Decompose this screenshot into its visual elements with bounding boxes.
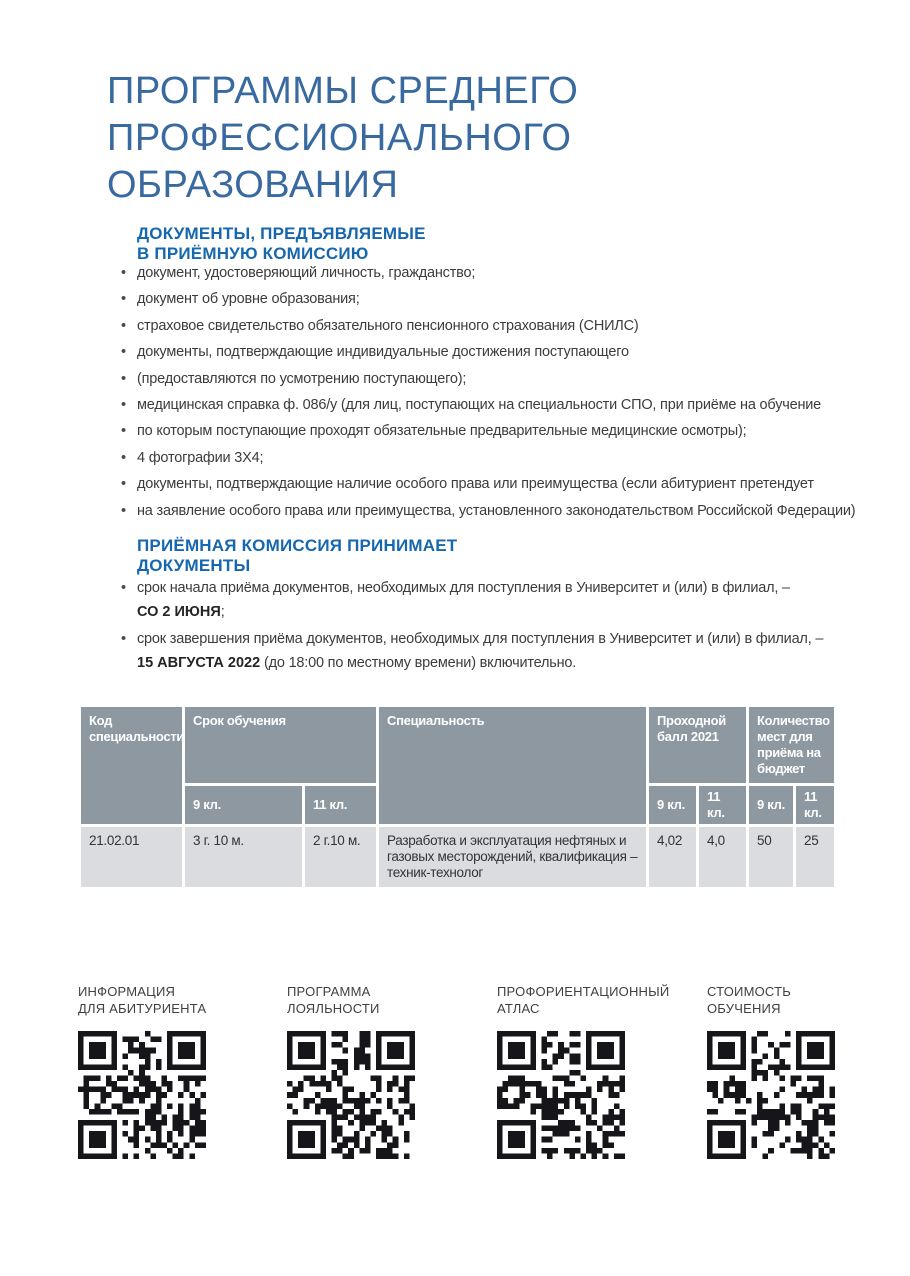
bullet-item [121,627,823,675]
bullet-item: • документ, удостоверяющий личность, гражданство; [121,264,855,282]
bullet-item: • (предоставляются по усмотрению поступающего); [121,370,855,388]
col-header-specialty: Специальность [378,706,648,826]
section-heading-documents [137,224,426,264]
col-header-passing-score: Проходной балл 2021 [648,706,748,785]
sub-header-grade9: 9 кл. [184,785,304,826]
page-title-line: ОБРАЗОВАНИЯ [107,164,399,206]
qr-label-line: ПРОГРАММА [287,984,371,999]
qr-label-line: ДЛЯ АБИТУРИЕНТА [78,1000,207,1016]
bullet-bold-date: 15 АВГУСТА 2022 [137,655,261,671]
bullet-item: • по которым поступающие проходят обязательные предварительные медицинские осмотры); [121,422,855,440]
qr-code [287,1031,415,1159]
table-row [80,826,836,889]
section-heading-line: ДОКУМЕНТЫ [137,556,251,575]
col-header-specialty-code: Код специальности [80,706,184,826]
bullet-bold-date: СО 2 ИЮНЯ [137,604,221,620]
sub-header-grade11: 11 кл. [698,785,748,826]
cell-score-grade9: 4,02 [648,826,698,889]
bullet-item: • на заявление особого права или преимущества, установленного законодательством Российской Федерации) [121,502,855,520]
documents-bullet-list [121,264,855,528]
qr-label [78,984,283,1017]
bullet-text: срок начала приёма документов, необходимых для поступления в Университет и (или) в филиал, – [137,580,790,596]
bullet-text: срок завершения приёма документов, необходимых для поступления в Университет и (или) в филиал, – [137,631,824,647]
qr-label-line: ОБУЧЕНИЯ [707,1000,781,1016]
cell-places-grade9: 50 [748,826,795,889]
admissions-table [78,704,837,890]
qr-label [497,984,702,1017]
cell-specialty-name: Разработка и эксплуатация нефтяных и газовых месторождений, квалификация – техник-технолог [378,826,648,889]
qr-block-loyalty-program [287,984,492,1159]
qr-label-line: ПРОФОРИЕНТАЦИОННЫЙ [497,984,670,999]
qr-label-line: ИНФОРМАЦИЯ [78,984,176,999]
qr-block-career-atlas [497,984,702,1159]
admission-dates-bullet-list [121,576,823,678]
section-heading-line: ДОКУМЕНТЫ, ПРЕДЪЯВЛЯЕМЫЕ [137,224,426,243]
cell-duration-grade9: 3 г. 10 м. [184,826,304,889]
section-heading-line: ПРИЁМНАЯ КОМИССИЯ ПРИНИМАЕТ [137,536,458,555]
bullet-item: • медицинская справка ф. 086/у (для лиц, поступающих на специальности СПО, при приёме на обучение [121,396,855,414]
bullet-item: • документы, подтверждающие индивидуальные достижения поступающего [121,343,855,361]
page-title-line: ПРОГРАММЫ СРЕДНЕГО [107,70,579,112]
cell-places-grade11: 25 [795,826,836,889]
cell-score-grade11: 4,0 [698,826,748,889]
qr-label [287,984,492,1017]
sub-header-grade9: 9 кл. [748,785,795,826]
cell-duration-grade11: 2 г.10 м. [304,826,378,889]
qr-label-line: АТЛАС [497,1000,540,1016]
bullet-text: (до 18:00 по местному времени) включительно. [260,655,577,671]
sub-header-grade11: 11 кл. [304,785,378,826]
qr-label-line: СТОИМОСТЬ [707,984,791,999]
sub-header-grade11: 11 кл. [795,785,836,826]
col-header-budget-places: Количество мест для приёма на бюджет [748,706,836,785]
bullet-text: ; [220,604,225,620]
bullet-item [121,576,823,624]
qr-code [497,1031,625,1159]
cell-specialty-code: 21.02.01 [80,826,184,889]
qr-code [707,1031,835,1159]
col-header-duration: Срок обучения [184,706,378,785]
page-title [107,68,578,209]
bullet-item: • страховое свидетельство обязательного пенсионного страхования (СНИЛС) [121,317,855,335]
bullet-item: • 4 фотографии 3Х4; [121,449,855,467]
qr-block-applicant-info [78,984,283,1159]
page-title-line: ПРОФЕССИОНАЛЬНОГО [107,117,572,159]
qr-block-tuition-cost [707,984,910,1159]
section-heading-line: В ПРИЁМНУЮ КОМИССИЮ [137,244,369,263]
qr-code [78,1031,206,1159]
bullet-item: • документ об уровне образования; [121,290,855,308]
bullet-item: • документы, подтверждающие наличие особого права или преимущества (если абитуриент претендует [121,475,855,493]
sub-header-grade9: 9 кл. [648,785,698,826]
qr-label [707,984,910,1017]
section-heading-admission-dates [137,536,457,576]
qr-label-line: ЛОЯЛЬНОСТИ [287,1000,380,1016]
